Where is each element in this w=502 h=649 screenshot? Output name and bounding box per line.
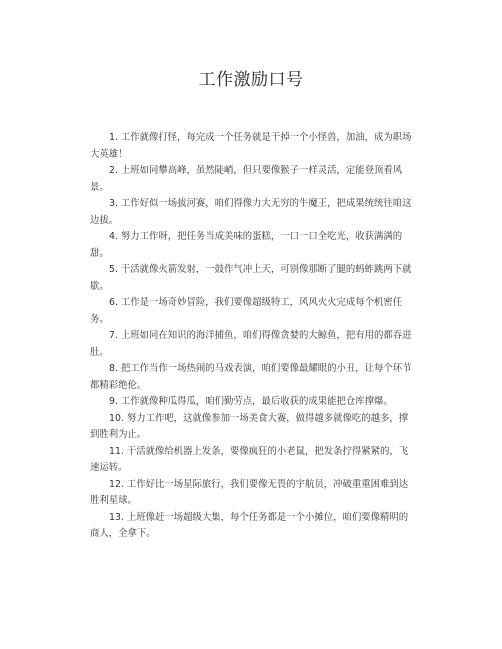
slogan-item-5: 5. 干活就像火箭发射，一鼓作气冲上天，可别像那断了腿的蚂蚱跳两下就歇。 — [90, 264, 412, 292]
slogan-list — [90, 130, 412, 543]
slogan-item-13: 13. 上班像赶一场超级大集，每个任务都是一个小摊位，咱们要像精明的商人，全拿下。 — [90, 511, 409, 539]
slogan-item-6: 6. 工作是一场奇妙冒险，我们要像超级特工，风风火火完成每个机密任务。 — [90, 297, 403, 325]
slogan-item-10: 10. 努力工作吧，这就像参加一场美食大赛，做得越多就像吃的越多，撑到胜利为止。 — [90, 412, 409, 440]
slogan-item-8: 8. 把工作当作一场热闹的马戏表演，咱们要像最耀眼的小丑，让每个环节都精彩绝伦。 — [90, 363, 412, 391]
slogan-item-1: 1. 工作就像打怪，每完成一个任务就是干掉一个小怪兽，加油，成为职场大英雄！ — [90, 132, 412, 160]
slogan-item-11: 11. 干活就像给机器上发条，要像疯狂的小老鼠，把发条拧得紧紧的，飞速运转。 — [90, 445, 409, 473]
slogan-item-12: 12. 工作好比一场星际旅行，我们要像无畏的宇航员，冲破重重困难到达胜利星球。 — [90, 478, 409, 506]
document-title: 工作激励口号 — [198, 70, 304, 90]
slogan-item-2: 2. 上班如同攀高峰，虽然陡峭，但只要像猴子一样灵活，定能登顶看风景。 — [90, 165, 403, 193]
slogan-item-3: 3. 工作好似一场拔河赛，咱们得像力大无穷的牛魔王，把成果统统往咱这边拔。 — [90, 198, 412, 226]
slogan-item-9: 9. 工作就像种瓜得瓜，咱们勤劳点，最后收获的成果能把仓库撑爆。 — [109, 396, 393, 407]
slogan-item-7: 7. 上班如同在知识的海洋捕鱼，咱们得像贪婪的大鲸鱼，把有用的都吞进肚。 — [90, 330, 412, 358]
slogan-item-4: 4. 努力工作呀，把任务当成美味的蛋糕，一口一口全吃光，收获满满的甜。 — [90, 231, 403, 259]
